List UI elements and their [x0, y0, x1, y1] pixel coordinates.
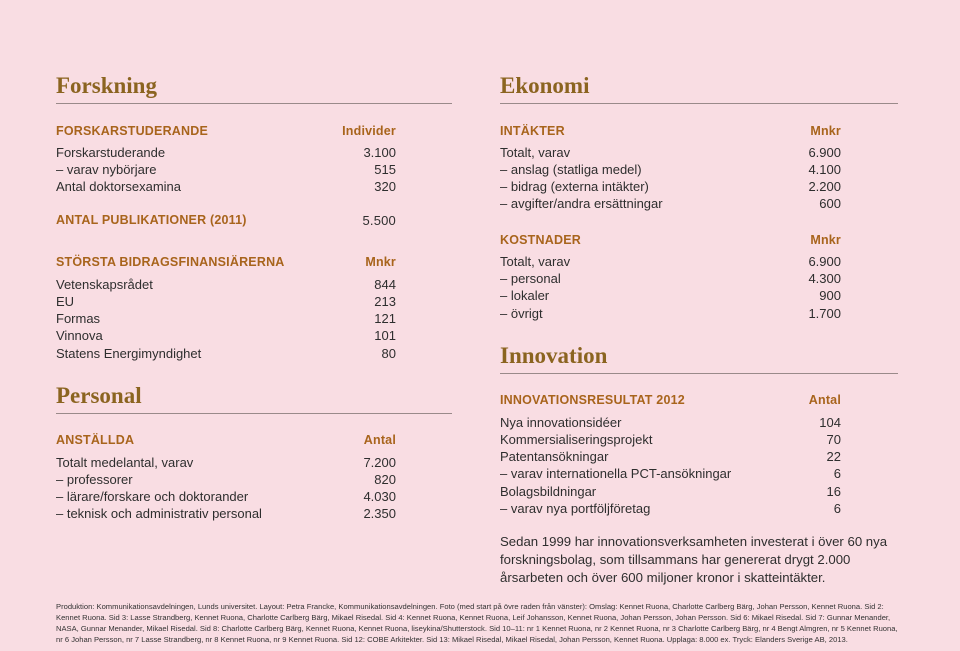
table-row	[500, 178, 841, 195]
table-header-unit: Mnkr	[810, 124, 841, 138]
divider	[500, 103, 898, 104]
divider	[56, 103, 452, 104]
table-header-unit: Antal	[808, 393, 841, 407]
table-row	[56, 310, 396, 327]
row-label: Totalt, varav	[500, 145, 571, 160]
row-value: 1.700	[808, 306, 841, 321]
row-value: 6	[833, 466, 841, 481]
row-value: 320	[374, 179, 396, 194]
row-value: 6.900	[808, 254, 841, 269]
table-row	[500, 144, 841, 161]
row-value: 2.200	[808, 179, 841, 194]
row-label: – lärare/forskare och doktorander	[56, 489, 249, 504]
row-label: – bidrag (externa intäkter)	[500, 179, 649, 194]
table-row	[500, 448, 841, 465]
row-value: 4.030	[363, 489, 396, 504]
row-label: Antal doktorsexamina	[56, 179, 182, 194]
table-row	[56, 144, 396, 161]
table-header-unit: Individer	[342, 124, 396, 138]
table-header-unit: Mnkr	[810, 233, 841, 247]
row-label: – övrigt	[500, 306, 543, 321]
table-row	[500, 465, 841, 482]
row-value: 844	[374, 277, 396, 292]
table-row	[500, 500, 841, 517]
row-label: Kommersialiseringsprojekt	[500, 432, 653, 447]
row-value: 4.100	[808, 162, 841, 177]
row-value: 101	[374, 328, 396, 343]
table-header-label: INTÄKTER	[500, 124, 565, 138]
table-row	[56, 276, 396, 293]
table-row	[56, 471, 396, 488]
table-row	[56, 327, 396, 344]
table-row	[56, 505, 396, 522]
table-row	[56, 454, 396, 471]
table-row	[500, 483, 841, 500]
table-row	[500, 195, 841, 212]
table-header-label: STÖRSTA BIDRAGSFINANSIÄRERNA	[56, 255, 285, 269]
row-value: 7.200	[363, 455, 396, 470]
row-label: – teknisk och administrativ personal	[56, 506, 262, 521]
row-value: 900	[819, 288, 841, 303]
row-value: 2.350	[363, 506, 396, 521]
row-label: – lokaler	[500, 288, 550, 303]
table-header-bidragsfinansiarer	[56, 255, 396, 271]
row-label: Totalt, varav	[500, 254, 571, 269]
section-title-forskning: Forskning	[56, 73, 157, 98]
table-row	[500, 431, 841, 448]
table-header-label: INNOVATIONSRESULTAT 2012	[500, 393, 685, 407]
row-label: Bolagsbildningar	[500, 484, 597, 499]
row-value: 121	[374, 311, 396, 326]
row-value: 16	[826, 484, 841, 499]
row-label: – varav internationella PCT-ansökningar	[500, 466, 732, 481]
row-label: – personal	[500, 271, 561, 286]
table-header-unit: Antal	[363, 433, 396, 447]
section-title-ekonomi: Ekonomi	[500, 73, 590, 98]
row-label: Formas	[56, 311, 101, 326]
table-row	[56, 488, 396, 505]
table-row	[500, 270, 841, 287]
row-label: – avgifter/andra ersättningar	[500, 196, 663, 211]
row-label: – anslag (statliga medel)	[500, 162, 642, 177]
row-value: 213	[374, 294, 396, 309]
row-label: Forskarstuderande	[56, 145, 166, 160]
publications-row	[56, 213, 396, 229]
row-value: 22	[826, 449, 841, 464]
footer-credits: Produktion: Kommunikationsavdelningen, Lunds universitet. Layout: Petra Francke, Kommunikationsavdelningen. Foto (med start på övre raden från vänster): Omslag: Kennet Ruona, Charlotte Carlberg Bärg, Johan Persson, Kennet Ruona. Sid 2: Kennet Ruona. Sid 3: Lasse Strandberg, Kennet Ruona, Charlotte Carlberg Bärg, Mikael Risedal. Sid 4: Kennet Ruona, Kennet Ruona, Leif Johansson, Kennet Ruona, Johan Persson, Johan Persson. Sid 6: Mikael Risedal. Sid 7: Gunnar Menander, NASA, Gunnar Menander, Mikael Risedal. Sid 8: Charlotte Carlberg Bärg, Kennet Ruona, Kennet Ruona, liseykina/Shutterstock. Sid 10–11: nr 1 Kennet Ruona, nr 2 Kennet Ruona, nr 3 Charlotte Carlberg Bärg, nr 4 Bengt Almgren, nr 5 Kennet Ruona, nr 6 Johan Persson, nr 7 Lasse Strandberg, nr 8 Kennet Ruona, nr 9 Kennet Ruona. Sid 12: COBE Arkitekter. Sid 13: Mikael Risedal, Mikael Risedal, Johan Persson, Kennet Ruona. Upplaga: 8.000 ex. Tryck: Elanders Sverige AB, 2013.	[56, 602, 898, 644]
table-header-intakter	[500, 124, 841, 140]
row-label: Patentansökningar	[500, 449, 609, 464]
divider	[500, 373, 898, 374]
row-value: 70	[826, 432, 841, 447]
table-header-kostnader	[500, 233, 841, 249]
row-value: 515	[374, 162, 396, 177]
table-row	[56, 345, 396, 362]
row-value: 4.300	[808, 271, 841, 286]
table-row	[56, 293, 396, 310]
table-row	[500, 161, 841, 178]
row-label: – varav nybörjare	[56, 162, 157, 177]
row-label: – professorer	[56, 472, 133, 487]
row-label: EU	[56, 294, 75, 309]
publications-value: 5.500	[362, 213, 396, 228]
row-label: – varav nya portföljföretag	[500, 501, 651, 516]
table-header-anstallda	[56, 433, 396, 449]
table-header-innovationsresultat	[500, 393, 841, 409]
table-row	[56, 178, 396, 195]
row-label: Totalt medelantal, varav	[56, 455, 194, 470]
row-value: 104	[819, 415, 841, 430]
row-label: Nya innovationsidéer	[500, 415, 622, 430]
divider	[56, 413, 452, 414]
section-title-innovation: Innovation	[500, 343, 608, 368]
row-value: 3.100	[363, 145, 396, 160]
row-value: 6.900	[808, 145, 841, 160]
section-title-personal: Personal	[56, 383, 142, 408]
row-label: Vetenskapsrådet	[56, 277, 153, 292]
table-header-label: FORSKARSTUDERANDE	[56, 124, 209, 138]
table-header-unit: Mnkr	[365, 255, 396, 269]
row-label: Statens Energimyndighet	[56, 346, 202, 361]
row-value: 80	[381, 346, 396, 361]
row-value: 600	[819, 196, 841, 211]
table-header-forskarstuderande	[56, 124, 396, 140]
table-header-label: ANSTÄLLDA	[56, 433, 135, 447]
publications-label: ANTAL PUBLIKATIONER (2011)	[56, 213, 247, 227]
table-row	[500, 414, 841, 431]
table-row	[500, 287, 841, 304]
row-value: 820	[374, 472, 396, 487]
innovation-paragraph: Sedan 1999 har innovationsverksamheten investerat i över 60 nya forskningsbolag, som tillsammans har genererat drygt 2.000 årsarbeten och över 600 miljoner kronor i skatteintäkter.	[500, 534, 888, 585]
row-label: Vinnova	[56, 328, 103, 343]
table-row	[56, 161, 396, 178]
row-value: 6	[833, 501, 841, 516]
table-row	[500, 253, 841, 270]
table-row	[500, 305, 841, 322]
table-header-label: KOSTNADER	[500, 233, 581, 247]
